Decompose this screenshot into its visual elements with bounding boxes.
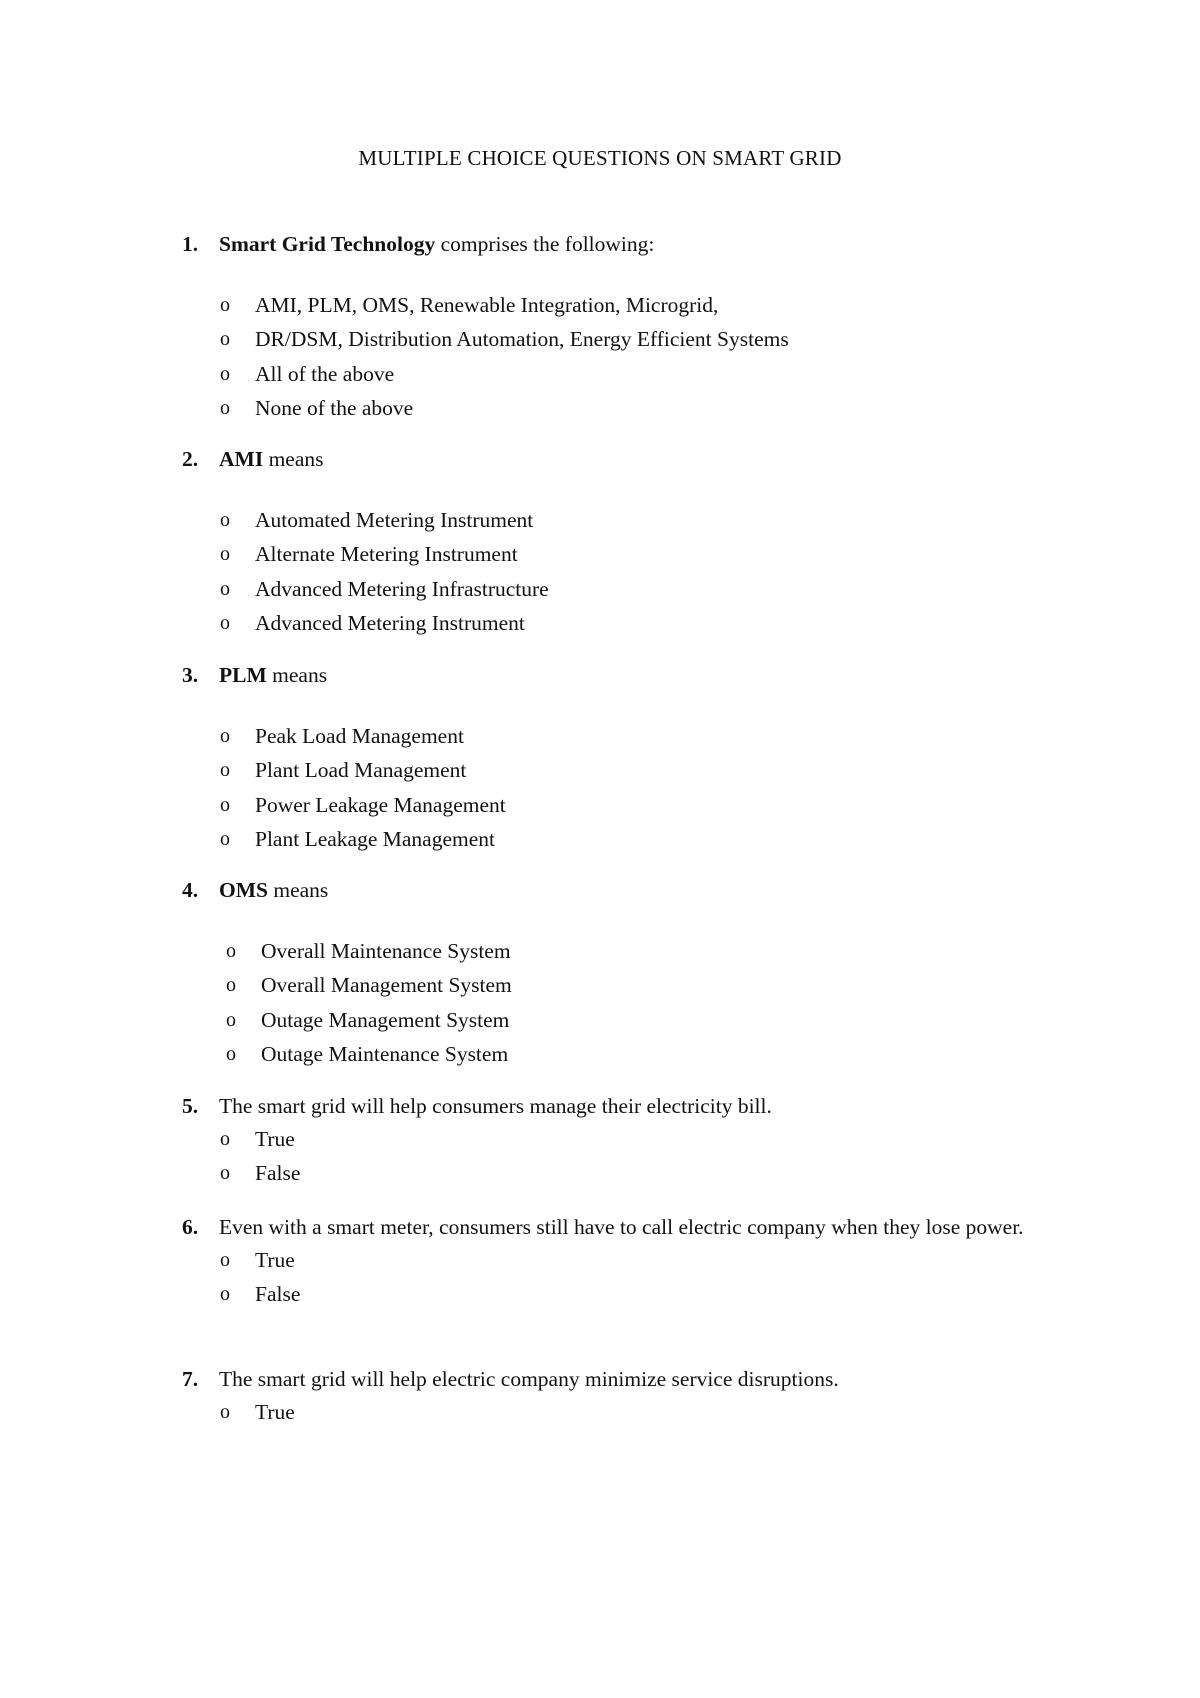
option[interactable]	[182, 1395, 1082, 1429]
option[interactable]	[182, 753, 1082, 787]
option-bullet: o	[220, 1128, 230, 1150]
page-title: MULTIPLE CHOICE QUESTIONS ON SMART GRID	[358, 146, 842, 170]
option-bullet: o	[220, 362, 230, 385]
option[interactable]	[182, 322, 1082, 356]
option-text: AMI, PLM, OMS, Renewable Integration, Microgrid,	[255, 293, 719, 317]
option-bullet: o	[220, 793, 230, 816]
question-text: means	[263, 447, 324, 471]
option-bullet: o	[220, 294, 230, 316]
question-3	[182, 659, 1082, 856]
option-bullet: o	[226, 1008, 236, 1031]
option-list	[182, 719, 1082, 856]
question-text: means	[266, 663, 328, 687]
option[interactable]	[182, 572, 1082, 606]
option-text: Advanced Metering Instrument	[255, 610, 525, 635]
option-bullet: o	[220, 396, 230, 419]
option[interactable]	[182, 503, 1082, 537]
option[interactable]	[182, 357, 1082, 391]
question-number: 5.	[182, 1094, 199, 1118]
question-stem	[219, 1090, 1082, 1122]
option-bullet: o	[226, 940, 236, 962]
option[interactable]	[182, 1243, 1082, 1277]
option[interactable]	[182, 934, 1082, 968]
option-list	[182, 934, 1082, 1071]
option-bullet: o	[226, 974, 236, 997]
option-text: Overall Management System	[261, 973, 512, 998]
option[interactable]	[182, 719, 1082, 753]
option[interactable]	[182, 1003, 1082, 1037]
option-bullet: o	[220, 577, 230, 600]
option-text: All of the above	[255, 361, 395, 386]
option-bullet: o	[220, 1162, 230, 1185]
question-stem	[219, 443, 1082, 475]
question-5	[182, 1090, 1082, 1191]
option-bullet: o	[220, 1249, 230, 1271]
question-stem	[219, 874, 1082, 906]
question-number: 4.	[182, 878, 199, 902]
option[interactable]	[182, 606, 1082, 640]
option-text: Peak Load Management	[255, 724, 464, 748]
option[interactable]	[182, 391, 1082, 425]
option-text: True	[255, 1248, 295, 1272]
option-list	[182, 503, 1082, 640]
question-number: 6.	[182, 1215, 199, 1239]
option-text: True	[255, 1127, 295, 1151]
question-stem	[219, 1211, 1069, 1243]
option[interactable]	[182, 1156, 1082, 1190]
question-4	[182, 874, 1082, 1071]
option-text: Plant Load Management	[255, 758, 467, 783]
question-text: The smart grid will help consumers manage their electricity bill.	[219, 1094, 772, 1118]
option-bullet: o	[220, 543, 230, 566]
option-bullet: o	[226, 1042, 236, 1065]
question-keyword: AMI	[219, 447, 264, 471]
option[interactable]	[182, 1122, 1082, 1156]
question-7	[182, 1363, 1082, 1429]
question-stem	[219, 659, 1082, 691]
option[interactable]	[182, 537, 1082, 571]
question-text: The smart grid will help electric company minimize service disruptions.	[219, 1367, 839, 1391]
option-list	[182, 288, 1082, 425]
option[interactable]	[182, 822, 1082, 856]
option[interactable]	[182, 788, 1082, 822]
question-number: 2.	[182, 447, 199, 471]
option-text: Alternate Metering Instrument	[255, 542, 518, 567]
option-list	[182, 1122, 1082, 1191]
option-text: False	[255, 1161, 301, 1186]
question-text: Even with a smart meter, consumers still have to call electric company when they lose power.	[219, 1215, 1024, 1239]
option-text: True	[255, 1400, 295, 1424]
option-bullet: o	[220, 509, 230, 531]
option-list	[182, 1243, 1082, 1312]
question-keyword: OMS	[219, 878, 268, 902]
option-bullet: o	[220, 759, 230, 782]
question-stem	[219, 1363, 1082, 1395]
question-number: 7.	[182, 1367, 199, 1391]
question-text: comprises the following:	[435, 232, 655, 256]
option-text: Outage Maintenance System	[261, 1041, 509, 1066]
question-6	[182, 1211, 1082, 1312]
option-text: Automated Metering Instrument	[255, 508, 534, 532]
option-text: False	[255, 1282, 301, 1307]
option-text: None of the above	[255, 395, 414, 420]
question-keyword: PLM	[219, 663, 267, 687]
option-list	[182, 1395, 1082, 1429]
option-text: DR/DSM, Distribution Automation, Energy Efficient Systems	[255, 327, 789, 352]
option-bullet: o	[220, 611, 230, 634]
option-bullet: o	[220, 328, 230, 351]
option[interactable]	[182, 1037, 1082, 1071]
option-text: Power Leakage Management	[255, 792, 506, 817]
option-bullet: o	[220, 725, 230, 747]
option-bullet: o	[220, 827, 230, 850]
question-2	[182, 443, 1082, 640]
question-number: 1.	[182, 232, 199, 256]
option[interactable]	[182, 968, 1082, 1002]
question-1	[182, 228, 1082, 425]
question-text: means	[267, 878, 329, 902]
option-bullet: o	[220, 1283, 230, 1306]
option-text: Outage Management System	[261, 1007, 510, 1032]
option[interactable]	[182, 1277, 1082, 1311]
option-bullet: o	[220, 1401, 230, 1423]
option-text: Overall Maintenance System	[261, 939, 511, 963]
question-number: 3.	[182, 663, 199, 687]
option[interactable]	[182, 288, 1082, 322]
option-text: Plant Leakage Management	[255, 826, 495, 851]
option-text: Advanced Metering Infrastructure	[255, 576, 549, 601]
question-stem	[219, 228, 1082, 260]
question-keyword: Smart Grid Technology	[219, 232, 436, 256]
